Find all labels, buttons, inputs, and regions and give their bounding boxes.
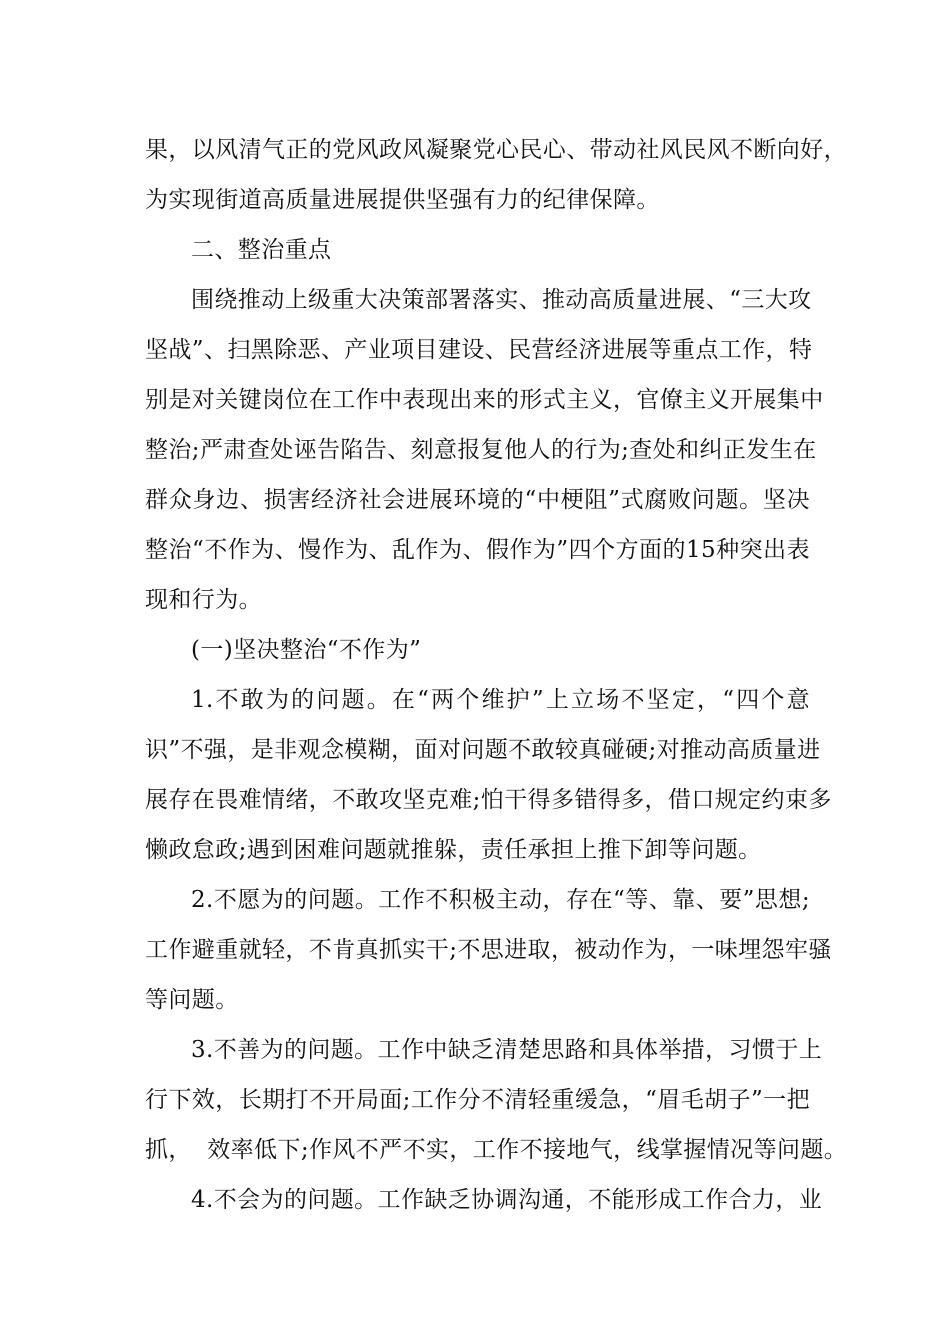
paragraph-line: 群众身边、损害经济社会进展环境的“中梗阻”式腐败问题。坚决 xyxy=(145,487,810,513)
paragraph-line: 2.不愿为的问题。工作不积极主动，存在“等、靠、要”思想; xyxy=(191,887,810,913)
paragraph-line: 工作避重就轻，不肯真抓实干;不思进取，被动作为，一味埋怨牢骚 xyxy=(145,937,832,963)
paragraph-line: 现和行为。 xyxy=(145,587,262,613)
paragraph-line: 等问题。 xyxy=(145,987,239,1013)
paragraph-line: 1.不敢为的问题。在“两个维护”上立场不坚定，“四个意 xyxy=(191,687,810,713)
paragraph-line: 围绕推动上级重大决策部署落实、推动高质量进展、“三大攻 xyxy=(191,287,812,313)
paragraph-line: 为实现街道高质量进展提供坚强有力的纪律保障。 xyxy=(145,187,660,213)
paragraph-line: 果，以风清气正的党风政风凝聚党心民心、带动社风民风不断向好， xyxy=(145,137,847,163)
paragraph-line: 坚战”、扫黑除恶、产业项目建设、民营经济进展等重点工作，特 xyxy=(145,337,813,363)
paragraph-line: 3.不善为的问题。工作中缺乏清楚思路和具体举措，习惯于上 xyxy=(191,1037,823,1063)
subsection-heading: (一)坚决整治“不作为” xyxy=(191,637,422,663)
paragraph-line: 懒政怠政;遇到困难问题就推躲，责任承担上推下卸等问题。 xyxy=(145,837,762,863)
paragraph-line: 4.不会为的问题。工作缺乏协调沟通，不能形成工作合力，业 xyxy=(191,1187,823,1213)
paragraph-line: 别是对关键岗位在工作中表现出来的形式主义，官僚主义开展集中 xyxy=(145,387,824,413)
paragraph-line: 展存在畏难情绪，不敢攻坚克难;怕干得多错得多，借口规定约束多 xyxy=(145,787,832,813)
section-heading: 二、整治重点 xyxy=(191,237,332,263)
paragraph-line: 识”不强，是非观念模糊，面对问题不敢较真碰硬;对推动高质量进 xyxy=(145,737,821,763)
paragraph-line: 抓， 效率低下;作风不严不实，工作不接地气，线掌握情况等问题。 xyxy=(145,1137,848,1163)
paragraph-line: 整治;严肃查处诬告陷告、刻意报复他人的行为;查处和纠正发生在 xyxy=(145,437,817,463)
paragraph-line: 整治“不作为、慢作为、乱作为、假作为”四个方面的15种突出表 xyxy=(145,537,810,563)
paragraph-line: 行下效，长期打不开局面;工作分不清轻重缓急，“眉毛胡子”一把 xyxy=(145,1087,810,1113)
